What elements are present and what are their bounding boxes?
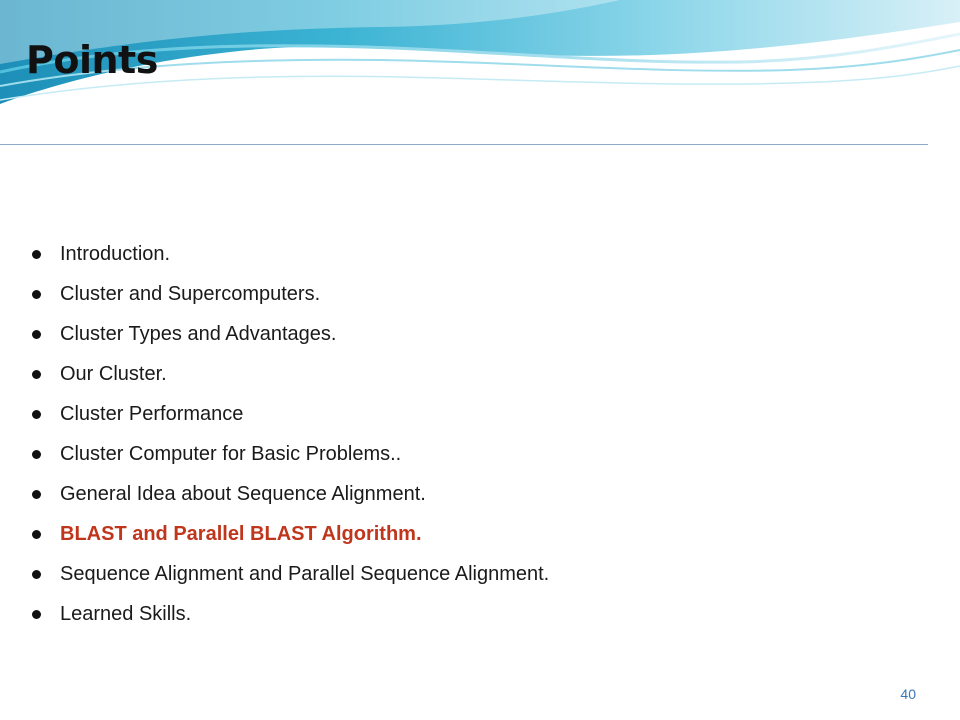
- bullet-text: Cluster and Supercomputers.: [60, 282, 321, 305]
- bullet-text: Cluster Performance: [60, 402, 244, 425]
- bullet-dot-icon: [32, 490, 41, 499]
- title-divider: [0, 144, 928, 145]
- bullet-dot-icon: [32, 370, 41, 379]
- bullet-dot-icon: [32, 450, 41, 459]
- bullet-dot-icon: [32, 410, 41, 419]
- bullet-dot-icon: [32, 330, 41, 339]
- bullet-text: Our Cluster.: [60, 362, 167, 385]
- bullet-item: [32, 434, 549, 474]
- slide-title: Points: [26, 38, 158, 82]
- bullet-item: [32, 554, 549, 594]
- bullet-item: [32, 474, 549, 514]
- bullet-text: Cluster Types and Advantages.: [60, 322, 337, 345]
- bullet-item: [32, 274, 549, 314]
- bullet-item: [32, 234, 549, 274]
- bullet-item-highlighted: [32, 514, 549, 554]
- bullet-dot-icon: [32, 530, 41, 539]
- bullet-item: [32, 354, 549, 394]
- bullet-text: General Idea about Sequence Alignment.: [60, 482, 426, 505]
- bullet-dot-icon: [32, 570, 41, 579]
- bullet-text: BLAST and Parallel BLAST Algorithm.: [60, 522, 422, 545]
- bullet-dot-icon: [32, 250, 41, 259]
- bullet-item: [32, 594, 549, 634]
- bullet-dot-icon: [32, 610, 41, 619]
- bullet-dot-icon: [32, 290, 41, 299]
- bullet-item: [32, 314, 549, 354]
- bullet-item: [32, 394, 549, 434]
- bullet-text: Introduction.: [60, 242, 171, 265]
- bullet-text: Learned Skills.: [60, 602, 192, 625]
- bullet-text: Cluster Computer for Basic Problems..: [60, 442, 402, 465]
- page-number: 40: [900, 686, 916, 702]
- bullet-list: [32, 234, 549, 634]
- bullet-text: Sequence Alignment and Parallel Sequence Alignment.: [60, 562, 550, 585]
